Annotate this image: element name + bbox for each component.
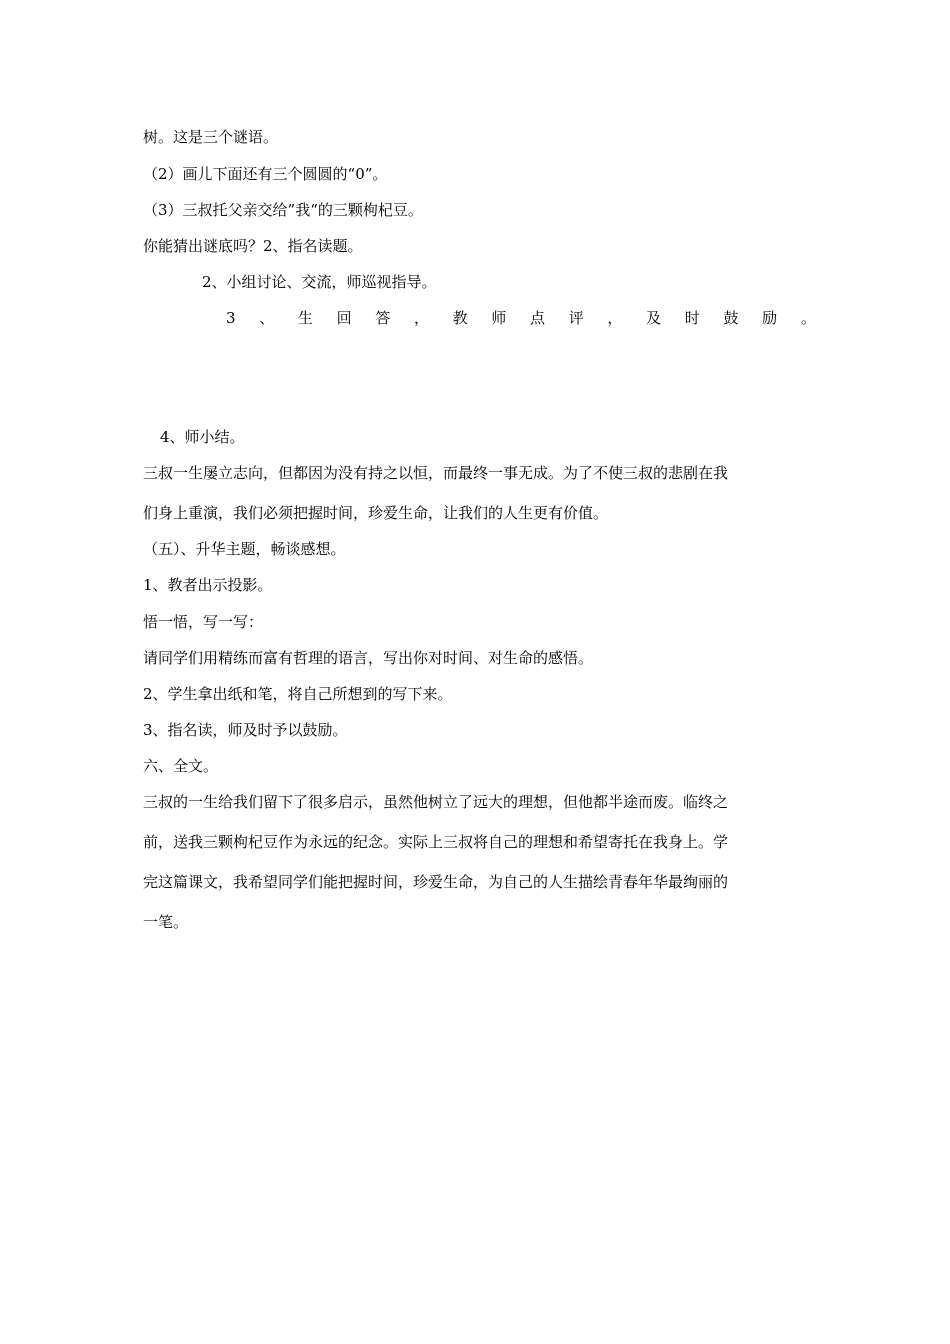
paragraph-line: 2、小组讨论、交流，师巡视指导。 xyxy=(202,273,437,291)
paragraph-line: （3）三叔托父亲交给”我“的三颗枸杞豆。 xyxy=(143,201,423,219)
paragraph-line: 们身上重演，我们必须把握时间，珍爱生命，让我们的人生更有价值。 xyxy=(143,504,609,522)
spaced-char: 励 xyxy=(762,309,778,327)
paragraph-line: 六、全文。 xyxy=(143,757,219,775)
paragraph-line: （五）、升华主题，畅谈感想。 xyxy=(143,540,346,558)
paragraph-line: 3、指名读，师及时予以鼓励。 xyxy=(143,721,348,739)
paragraph-line: 悟一悟，写一写： xyxy=(143,613,264,631)
spaced-char: ， xyxy=(413,309,429,327)
paragraph-line: 三叔一生屡立志向，但都因为没有持之以恒，而最终一事无成。为了不使三叔的悲剧在我 xyxy=(143,464,729,482)
spaced-char: 及 xyxy=(646,309,662,327)
paragraph-line: 完这篇课文，我希望同学们能把握时间，珍爱生命，为自己的人生描绘青春年华最绚丽的 xyxy=(143,873,729,891)
paragraph-line: 你能猜出谜底吗？2、指名读题。 xyxy=(143,237,363,255)
paragraph-line: 1、教者出示投影。 xyxy=(143,576,273,594)
paragraph-line: 请同学们用精练而富有哲理的语言，写出你对时间、对生命的感悟。 xyxy=(143,649,594,667)
spaced-char: 时 xyxy=(684,309,700,327)
paragraph-line: （2）画儿下面还有三个圆圆的“0”。 xyxy=(143,165,388,183)
spaced-char: 、 xyxy=(259,309,275,327)
spaced-char: 生 xyxy=(297,309,313,327)
paragraph-line: 三叔的一生给我们留下了很多启示，虽然他树立了远大的理想，但他都半途而废。临终之 xyxy=(143,793,729,811)
spaced-char: 教 xyxy=(452,309,468,327)
spaced-char: 。 xyxy=(800,309,816,327)
spaced-char: 3 xyxy=(226,309,236,327)
paragraph-line: 一笔。 xyxy=(143,913,189,931)
spaced-char: 答 xyxy=(375,309,391,327)
paragraph-line: 4、师小结。 xyxy=(160,428,245,446)
paragraph-line: 2、学生拿出纸和笔，将自己所想到的写下来。 xyxy=(143,685,453,703)
spaced-char: ， xyxy=(607,309,623,327)
spaced-char: 师 xyxy=(491,309,507,327)
spaced-line xyxy=(226,308,816,328)
spaced-char: 回 xyxy=(336,309,352,327)
spaced-char: 点 xyxy=(530,309,546,327)
spaced-char: 评 xyxy=(568,309,584,327)
paragraph-line: 树。这是三个谜语。 xyxy=(143,128,279,146)
paragraph-line: 前，送我三颗枸杞豆作为永远的纪念。实际上三叔将自己的理想和希望寄托在我身上。学 xyxy=(143,833,729,851)
spaced-char: 鼓 xyxy=(723,309,739,327)
